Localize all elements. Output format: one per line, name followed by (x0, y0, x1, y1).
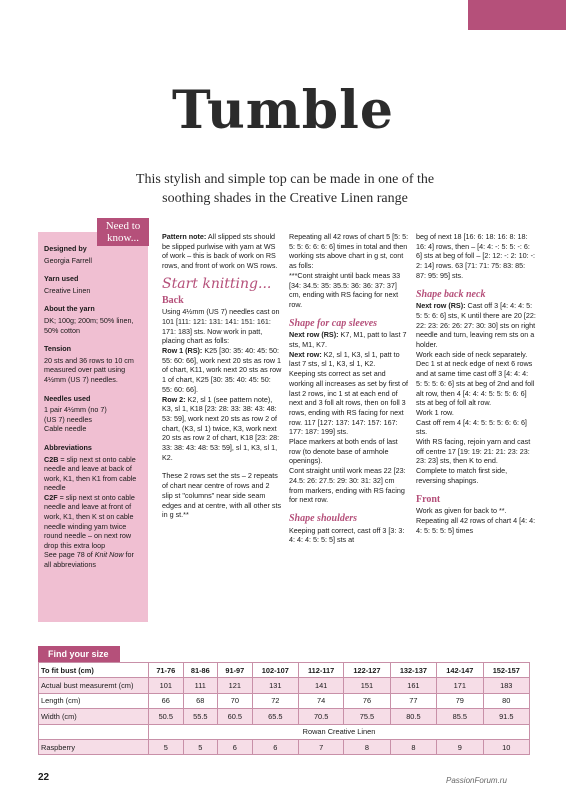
watermark: PassionForum.ru (446, 776, 507, 785)
table-row (39, 709, 530, 724)
cap-next-row-1-text: K7, M1, patt to last 7 sts, M1, K7. (289, 330, 407, 350)
table-row-label: To fit bust (cm) (39, 663, 149, 678)
about-yarn-section (44, 304, 142, 335)
table-cell: 112-117 (299, 663, 344, 678)
needles-text: 1 pair 4½mm (no 7) (US 7) needles Cable needle (44, 405, 107, 434)
work-each-text: Work each side of neck separately. (416, 349, 528, 359)
table-cell: 132-137 (390, 663, 436, 678)
abbreviations-heading: Abbreviations (44, 442, 92, 452)
abbreviations-section (44, 443, 142, 570)
row-1-instruction (162, 346, 282, 395)
table-cell: 72 (252, 693, 298, 708)
needles-section (44, 394, 142, 434)
table-cell: 122-127 (344, 663, 390, 678)
table-cell: 60.5 (218, 709, 253, 724)
neck-next-row-text: Cast off 3 [4: 4: 4: 5: 5: 5: 6: 6] sts, K until there are 20 [22: 22: 23: 26: 26: 27: 30: 30] sts on right needle and turn, leaving rem sts on a holder. (416, 301, 536, 350)
table-row-label: Width (cm) (39, 709, 149, 724)
pattern-note-key: Pattern note: (162, 232, 207, 241)
tension-section (44, 344, 142, 384)
table-cell: 5 (149, 739, 184, 754)
cap-next-row-1-key: Next row (RS): (289, 330, 339, 340)
table-row (39, 663, 530, 678)
knit-now-title: Knit Now (94, 550, 124, 560)
row-1-key: Row 1 (RS): (162, 346, 203, 356)
page-title: Tumble (172, 80, 394, 141)
table-cell: 77 (390, 693, 436, 708)
table-cell: 75.5 (344, 709, 390, 724)
pattern-column-3 (416, 232, 536, 544)
abbrev-c2b (44, 455, 142, 493)
about-yarn-text: DK; 100g; 200m; 50% linen, 50% cotton (44, 315, 134, 335)
beg-rows-text: beg of next 18 [16: 6: 18: 16: 8: 18: 16: 4] rows, then – [4: 4: -: 5: 5: -: 6: 6] sts at beg of foll – [2: 12: -: 2: 10: -: 2: 14] rows. 63 [71: 71: 75: 83: 85: 87: 95: 95] sts. (416, 232, 536, 280)
work-row-text: Work 1 row. (416, 407, 454, 417)
designed-by-heading: Designed by (44, 244, 87, 253)
table-cell: 171 (437, 678, 483, 693)
pattern-note (162, 232, 282, 271)
page-subtitle: This stylish and simple top can be made in one of the soothing shades in the Creative Linen range (135, 172, 435, 206)
back-neck-heading: Shape back neck (416, 288, 486, 300)
markers-text: Place markers at both ends of last row (to denote base of armhole openings). (289, 437, 398, 466)
table-row (39, 678, 530, 693)
cap-next-row-2-key: Next row: (289, 349, 322, 359)
back-heading: Back (162, 294, 184, 306)
table-cell: 66 (149, 693, 184, 708)
table-cell: 55.5 (183, 709, 218, 724)
abbrev-c2f-key: C2F (44, 492, 58, 502)
size-table (38, 662, 530, 755)
shoulders-text: Keeping patt correct, cast off 3 [3: 3: 4: 4: 4: 5: 5: 5] sts at (289, 525, 405, 545)
table-cell: 81-86 (183, 663, 218, 678)
need-to-know-tag: Need to know... (97, 218, 149, 246)
needles-heading: Needles used (44, 393, 91, 403)
abbrev-see-page (44, 550, 142, 569)
table-cell: 74 (299, 693, 344, 708)
cap-next-row-1 (289, 330, 409, 349)
table-row (39, 724, 530, 739)
table-cell: 6 (218, 739, 253, 754)
cast-off-rem-text: Cast off rem 4 [4: 4: 5: 5: 5: 6: 6: 6] sts. (416, 417, 527, 437)
cap-sleeves-heading: Shape for cap sleeves (289, 317, 378, 329)
table-cell: 79 (437, 693, 483, 708)
front-text: Work as given for back to **. Repeating all 42 rows of chart 4 [4: 4: 4: 5: 5: 5: 5] times (416, 506, 536, 535)
table-cell: 80.5 (390, 709, 436, 724)
yarn-used-heading: Yarn used (44, 274, 79, 284)
table-cell: 80 (483, 693, 529, 708)
yarn-used-text: Creative Linen (44, 285, 91, 295)
table-cell: 111 (183, 678, 218, 693)
back-text: Using 4½mm (US 7) needles cast on 101 [111: 121: 131: 141: 151: 161: 171: 183] sts. Now work in patt, placing chart as folls: (162, 307, 280, 346)
pattern-column-1 (162, 232, 282, 529)
table-cell: 102-107 (252, 663, 298, 678)
table-cell: 85.5 (437, 709, 483, 724)
repeating-text: Repeating all 42 rows of chart 5 [5: 5: 5: 5: 6: 6: 6: 6] times in total and then working sts above chart in g st, cont as folls: (289, 232, 409, 271)
cont-straight-text: ***Cont straight until back meas 33 [34: 34.5: 35: 35.5: 36: 36: 37: 37] cm, ending with RS facing for next row. (289, 270, 401, 309)
table-cell: 131 (252, 678, 298, 693)
table-cell: 7 (299, 739, 344, 754)
table-row-label: Actual bust measuremt (cm) (39, 678, 149, 693)
for-all-text: for all abbreviations (44, 550, 134, 570)
complete-text: Complete to match first side, reversing shapings. (416, 466, 508, 485)
row-1-text: K25 [30: 35: 40: 45: 50: 55: 60: 66], work next 20 sts as row 1 of chart, K11, work next 20 sts as row 1 of chart, K25 [30: 35: 40: 45: 50: 55: 60: 66]. (162, 346, 282, 394)
table-cell: 76 (344, 693, 390, 708)
table-cell: 8 (390, 739, 436, 754)
tension-text: 20 sts and 36 rows to 10 cm measured over patt using 4½mm (US 7) needles. (44, 355, 134, 384)
table-cell: 101 (149, 678, 184, 693)
table-row-label (39, 724, 149, 739)
table-cell: 9 (437, 739, 483, 754)
neck-next-row-key: Next row (RS): (416, 301, 466, 311)
abbrev-c2b-text: = slip next st onto cable needle and leave at back of work, K1, then K1 from cable needle (44, 454, 137, 493)
table-cell: 10 (483, 739, 529, 754)
table-cell: 91-97 (218, 663, 253, 678)
table-cell: 50.5 (149, 709, 184, 724)
table-row (39, 693, 530, 708)
designed-by-section (44, 244, 142, 265)
page-number: 22 (38, 772, 50, 783)
table-cell: 70.5 (299, 709, 344, 724)
table-cell: 91.5 (483, 709, 529, 724)
table-cell: 161 (390, 678, 436, 693)
shape-shoulders-heading: Shape shoulders (289, 512, 358, 524)
pattern-note-text: All slipped sts should be slipped purlwise with yarn at WS of work – this is back of work on RS rows, and front of work on WS rows. (162, 232, 278, 271)
top-accent-bar (468, 0, 566, 30)
abbrev-c2f-text: = slip next st onto cable needle and leave at front of work, K1, then K st on cable needle winding yarn twice round needle – on next row drop this extra loop (44, 492, 135, 550)
table-cell: 183 (483, 678, 529, 693)
abbrev-c2b-key: C2B (44, 454, 59, 464)
these-rows-text: These 2 rows set the sts – 2 repeats of chart near centre of rows and 2 slip st "columns" near side seam edges and at centre, with all other sts in g st.** (162, 471, 282, 520)
table-cell: 152-157 (483, 663, 529, 678)
table-row-label: Raspberry (39, 739, 149, 754)
table-cell: 68 (183, 693, 218, 708)
cont-straight-2-text: Cont straight until work meas 22 [23: 24.5: 26: 27.5: 29: 30: 31: 32] cm from markers, ending with RS facing for next row. (289, 466, 406, 505)
table-row (39, 739, 530, 754)
dec-text: Dec 1 st at neck edge of next 6 rows and at same time cast off 3 [4: 4: 4: 5: 5: 5: 6: 6] sts at beg of 2nd and foll alt row, then 4 [4: 4: 4: 5: 5: 5: 6: 6] sts at beg of foll alt row. (416, 359, 535, 408)
table-cell: 6 (252, 739, 298, 754)
table-cell: 65.5 (252, 709, 298, 724)
table-cell: 121 (218, 678, 253, 693)
table-cell: 142-147 (437, 663, 483, 678)
see-page-text: See page 78 of (44, 550, 95, 560)
front-heading: Front (416, 493, 441, 505)
pattern-column-2 (289, 232, 409, 554)
table-row-label: Length (cm) (39, 693, 149, 708)
abbrev-c2f (44, 493, 142, 551)
rejoin-text: With RS facing, rejoin yarn and cast off centre 17 [19: 19: 21: 21: 23: 23: 23: 23] sts, then K to end. (416, 437, 531, 466)
yarn-name-cell: Rowan Creative Linen (149, 724, 530, 739)
table-cell: 5 (183, 739, 218, 754)
neck-next-row (416, 301, 536, 350)
find-your-size-heading: Find your size (38, 646, 120, 662)
row-2-text: K2, sl 1 (see pattern note), K3, sl 1, K18 [23: 28: 33: 38: 43: 48: 53: 59], work next 20 sts as row 2 of chart, (K3, sl 1) twice, K3, work next 20 sts as row 2 of chart, K18 [23: 28: 33: 38: 43: 48: 53: 59], sl 1, K3, sl 1, K2. (162, 394, 280, 462)
table-cell: 151 (344, 678, 390, 693)
row-2-key: Row 2: (162, 394, 186, 404)
cap-next-row-2 (289, 350, 409, 369)
designed-by-text: Georgia Farrell (44, 255, 92, 265)
keeping-text: Keeping sts correct as set and working all increases as set by first of last 2 rows, inc 1 st at each end of next and 3 foll alt rows, then on foll 3 rows, ending with RS facing for next row. 117 [127: 137: 147: 157: 167: 177: 187: 199] sts. (289, 369, 409, 437)
cap-next-row-2-text: K2, sl 1, K3, sl 1, patt to last 7 sts, sl 1, K3, sl 1, K2. (289, 349, 400, 369)
start-knitting-heading: Start knitting... (162, 275, 272, 292)
about-yarn-heading: About the yarn (44, 304, 95, 314)
yarn-used-section (44, 274, 142, 295)
row-2-instruction (162, 395, 282, 463)
need-to-know-sidebar (38, 232, 148, 622)
table-cell: 70 (218, 693, 253, 708)
table-cell: 71-76 (149, 663, 184, 678)
table-cell: 8 (344, 739, 390, 754)
tension-heading: Tension (44, 344, 72, 354)
table-cell: 141 (299, 678, 344, 693)
